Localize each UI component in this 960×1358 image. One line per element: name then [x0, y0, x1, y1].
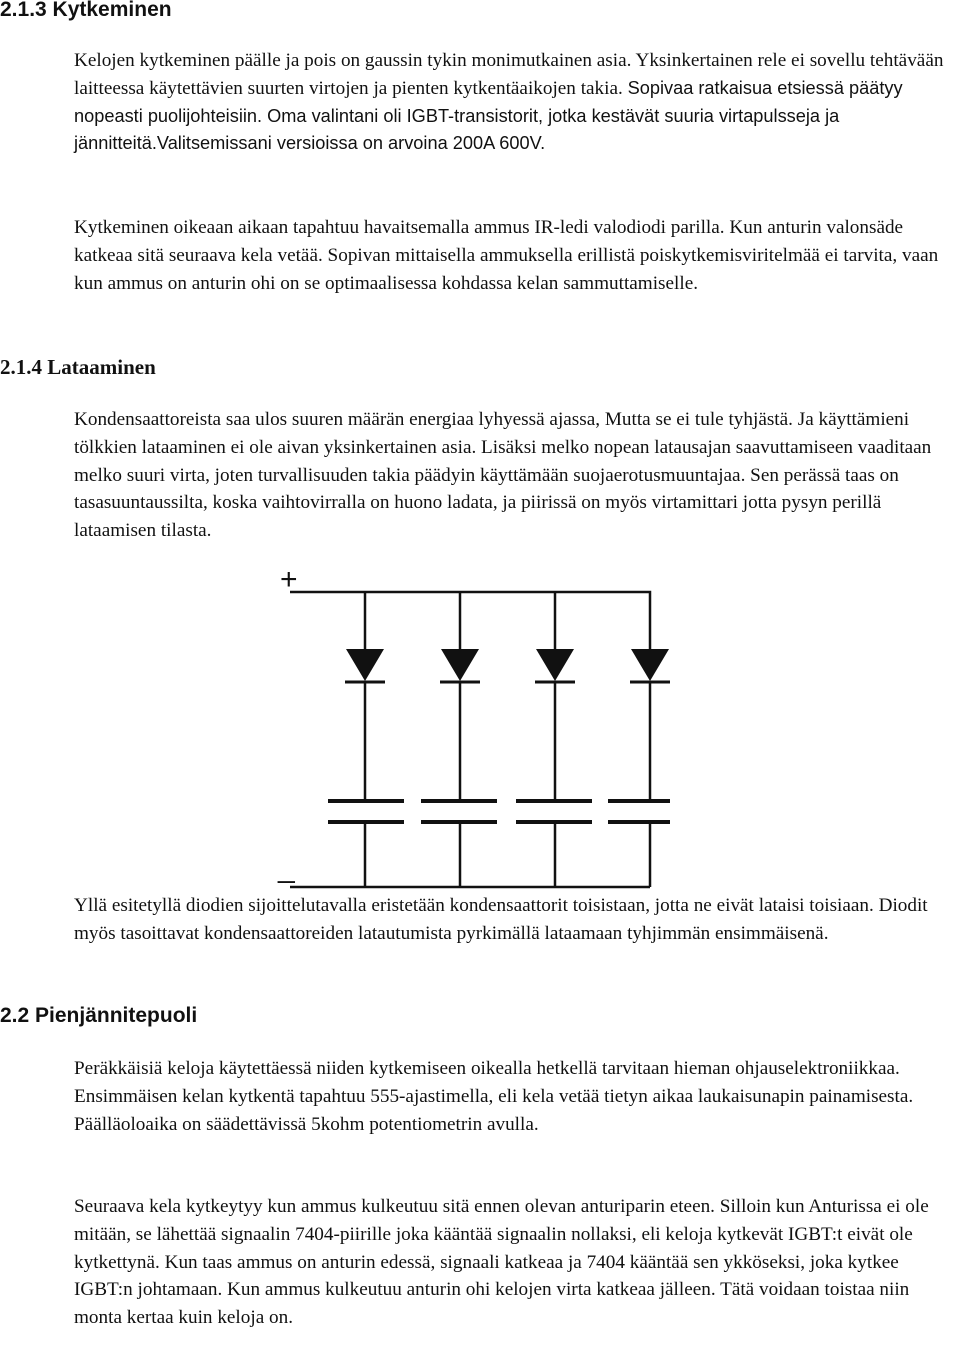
- paragraph-kytkeminen-2: Kytkeminen oikeaan aikaan tapahtuu havaitsemalla ammus IR-ledi valodiodi parilla. Kun anturin valonsäde katkeaa sitä seuraava kela vetää. Sopivan mittaisella ammuksella erillistä poiskytkemisviritelmää ei tarvita, vaan kun ammus on anturin ohi on se optimaalisessa kohdassa kelan sammuttamiselle.: [74, 217, 939, 294]
- diode-1: [345, 649, 385, 682]
- paragraph-kytkeminen-1: [74, 47, 954, 158]
- positive-rail: [290, 592, 650, 649]
- minus-label: _: [278, 851, 295, 884]
- section-title-lataaminen: 2.1.4 Lataaminen: [0, 355, 156, 379]
- section-title-pienjannitepuoli: 2.2 Pienjännitepuoli: [0, 1004, 198, 1027]
- paragraph-kytkeminen-1b: Sopivaa ratkaisua etsiessä päätyy nopeasti puolijohteisiin. Oma valintani oli IGBT-transistorit, jotka kestävät suuria virtapulsseja ja jännitteitä.Valitsemissani versioissa on arvoina 200A 600V.: [74, 77, 903, 154]
- paragraph-pienjannitepuoli-1: Peräkkäisiä keloja käytettäessä niiden kytkemiseen oikealla hetkellä tarvitaan hieman ohjauselektroniikkaa. Ensimmäisen kelan kytkentä tapahtuu 555-ajastimella, eli kela vetää tietyn aikaa laukaisunapin painamisesta. Päälläoloaika on säädettävissä 5kohm potentiometrin avulla.: [74, 1058, 914, 1135]
- diode-3: [535, 649, 575, 682]
- capacitor-2: [421, 801, 497, 822]
- paragraph-lataaminen-1: Kondensaattoreista saa ulos suuren määrän energiaa lyhyessä ajassa, Mutta se ei tule tyhjästä. Ja käyttämieni tölkkien lataaminen ei ole aivan yksinkertainen asia. Lisäksi melko nopean latausajan saavuttamiseen vaaditaan melko suuri virta, joten turvallisuuden takia päädyin käyttämään suojaerotusmuuntajaa. Sen perässä taas on tasasuuntaussilta, koska vaihtovirralla on huono ladata, ja piirissä on myös virtamittari jotta pysyn perillä lataamisen tilasta.: [74, 409, 932, 542]
- capacitor-3: [516, 801, 592, 822]
- capacitor-charging-circuit: [270, 565, 670, 895]
- paragraph-pienjannitepuoli-2: Seuraava kela kytkeytyy kun ammus kulkeutuu sitä ennen olevan anturiparin eteen. Silloin kun Anturissa ei ole mitään, se lähettää signaalin 7404-piirille joka kääntää signaalin nollaksi, eli keloja kytkevät IGBT:t eivät ole kytkettynä. Kun taas ammus on anturin edessä, signaali katkeaa ja 7404 kääntää sen ykköseksi, joka kytkee IGBT:n johtamaan. Kun ammus kulkeutuu anturin ohi kelojen virta katkeaa jälleen. Tätä voidaan toistaa niin monta kertaa kuin keloja on.: [74, 1196, 929, 1329]
- minus-terminal: [277, 851, 296, 884]
- capacitor-1: [328, 801, 404, 822]
- diode-2: [440, 649, 480, 682]
- paragraph-kytkeminen-1a: Kelojen kytkeminen päälle ja pois on gaussin tykin monimutkainen asia. Yksinkertainen rele ei sovellu tehtävään laitteessa käytettävien suurten virtojen ja pienten kytkentäaikojen takia.: [74, 50, 944, 99]
- section-title-kytkeminen: 2.1.3 Kytkeminen: [0, 0, 172, 21]
- paragraph-lataaminen-2: Yllä esitetyllä diodien sijoittelutavalla eristetään kondensaattorit toisistaan, jotta ne eivät lataisi toisiaan. Diodit myös tasoittavat kondensaattoreiden latautumista pyrkimällä lataamaan tyhjimmän ensimmäisenä.: [74, 895, 928, 944]
- plus-label: +: [280, 565, 298, 596]
- capacitor-4: [608, 801, 670, 822]
- diode-4: [630, 649, 670, 682]
